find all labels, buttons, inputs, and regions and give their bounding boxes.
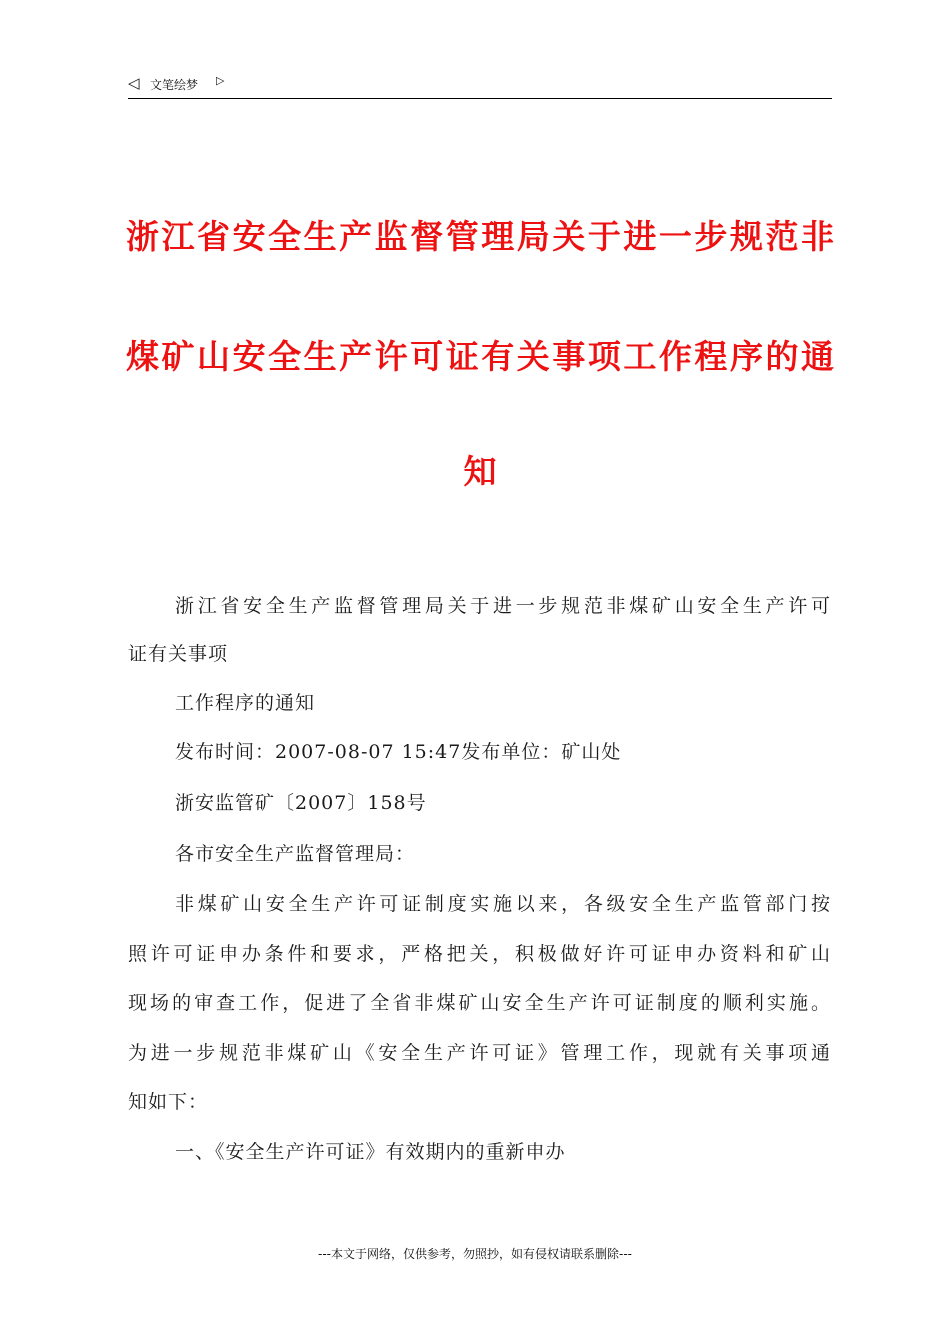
triangle-left-icon: ◁	[128, 74, 140, 92]
body-paragraph-6-line-1: 非煤矿山安全生产许可证制度实施以来，各级安全生产监管部门按	[175, 893, 830, 915]
salutation: 各市安全生产监督管理局：	[175, 843, 416, 865]
document-title-line-3: 知	[463, 452, 497, 491]
page-header	[128, 74, 832, 99]
document-number: 浙安监管矿〔2007〕158号	[175, 792, 427, 814]
body-paragraph-6-line-2: 照许可证申办条件和要求，严格把关，积极做好许可证申办资料和矿山	[128, 943, 830, 965]
document-title-line-2: 煤矿山安全生产许可证有关事项工作程序的通	[126, 337, 834, 376]
triangle-right-icon: ▷	[216, 74, 225, 87]
body-paragraph-6-line-3: 现场的审查工作，促进了全省非煤矿山安全生产许可证制度的顺利实施。	[128, 992, 830, 1014]
body-paragraph-1-line-1: 浙江省安全生产监督管理局关于进一步规范非煤矿山安全生产许可	[175, 595, 830, 617]
body-paragraph-2: 工作程序的通知	[175, 692, 316, 714]
section-heading-1: 一、《安全生产许可证》有效期内的重新申办	[175, 1141, 566, 1163]
publish-info: 发布时间：2007-08-07 15:47发布单位：矿山处	[175, 741, 622, 763]
body-paragraph-6-line-5: 知如下：	[128, 1091, 209, 1113]
document-title-line-1: 浙江省安全生产监督管理局关于进一步规范非	[126, 217, 834, 256]
header-brand: 文笔绘梦	[150, 78, 199, 92]
body-paragraph-6-line-4: 为进一步规范非煤矿山《安全生产许可证》管理工作，现就有关事项通	[128, 1042, 830, 1064]
body-paragraph-1-line-2: 证有关事项	[128, 643, 229, 665]
page-footer: ---本文于网络，仅供参考，勿照抄，如有侵权请联系删除---	[318, 1247, 632, 1261]
